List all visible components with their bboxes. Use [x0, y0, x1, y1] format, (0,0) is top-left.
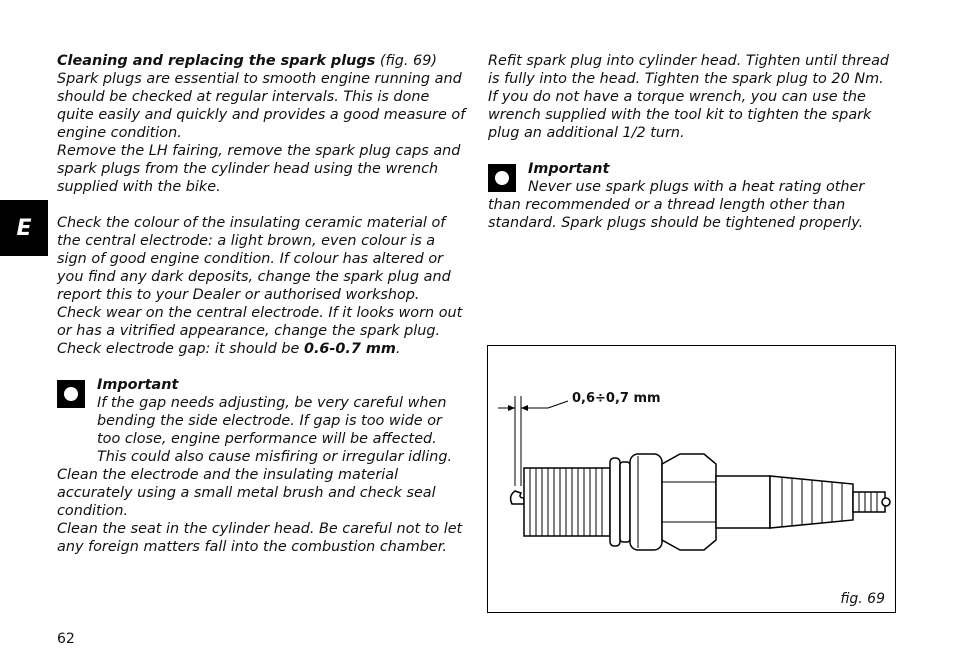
important-note-gap: [57, 376, 469, 466]
figure-reference: (fig. 69): [379, 53, 437, 69]
refit-paragraph: Refit spark plug into cylinder head. Tighten until thread is fully into the head. Tighten the spark plug to 20 Nm.: [488, 53, 890, 87]
intro-paragraph: Spark plugs are essential to smooth engine running and should be checked at regular intervals. This is done quite easily and quickly and provides a good measure of engine condition.: [57, 71, 466, 141]
colour-check-paragraph: Check the colour of the insulating ceramic material of the central electrode: a light brown, even colour is a sign of good engine condition. If colour has altered or you find any dark deposits, change the spark plug and report this to your Dealer or authorised workshop.: [57, 215, 451, 303]
important-title: Important: [97, 377, 179, 393]
section-heading-line: [57, 52, 469, 70]
gap-check-suffix: .: [395, 341, 401, 357]
figure-69: [487, 345, 896, 613]
important-title: Important: [528, 161, 610, 177]
page-number: 62: [57, 631, 75, 647]
figure-caption: fig. 69: [840, 591, 885, 607]
important-text: If the gap needs adjusting, be very careful when bending the side electrode. If gap is too wide or too close, engine performance will be affected. This could also cause misfiring or irregular idling.: [97, 395, 453, 465]
important-bullet-icon: [57, 380, 85, 408]
right-column: [488, 52, 898, 232]
spark-plug-illustration: [488, 346, 897, 614]
section-heading: Cleaning and replacing the spark plugs: [57, 53, 376, 69]
important-bullet-icon: [488, 164, 516, 192]
important-note-heat: [488, 160, 898, 232]
clean-electrode-paragraph: Clean the electrode and the insulating material accurately using a small metal brush and check seal condition.: [57, 467, 436, 519]
clean-seat-paragraph: Clean the seat in the cylinder head. Be careful not to let any foreign matters fall into the combustion chamber.: [57, 521, 463, 555]
gap-value: 0.6-0.7 mm: [303, 341, 396, 357]
remove-paragraph: Remove the LH fairing, remove the spark plug caps and spark plugs from the cylinder head using the wrench supplied with the bike.: [57, 143, 461, 195]
wear-check-paragraph: Check wear on the central electrode. If it looks worn out or has a vitrified appearance, change the spark plug.: [57, 305, 463, 339]
gap-check-paragraph: [57, 340, 469, 358]
important-text: Never use spark plugs with a heat rating other than recommended or a thread length other than standard. Spark plugs should be tightened properly.: [488, 179, 865, 231]
electrode-gap-label: 0,6÷0,7 mm: [572, 391, 661, 406]
gap-check-text: Check electrode gap: it should be: [57, 341, 300, 357]
no-wrench-paragraph: If you do not have a torque wrench, you can use the wrench supplied with the tool kit to tighten the spark plug an additional 1/2 turn.: [488, 89, 872, 141]
section-tab: E: [0, 200, 48, 256]
left-column: [57, 52, 469, 556]
